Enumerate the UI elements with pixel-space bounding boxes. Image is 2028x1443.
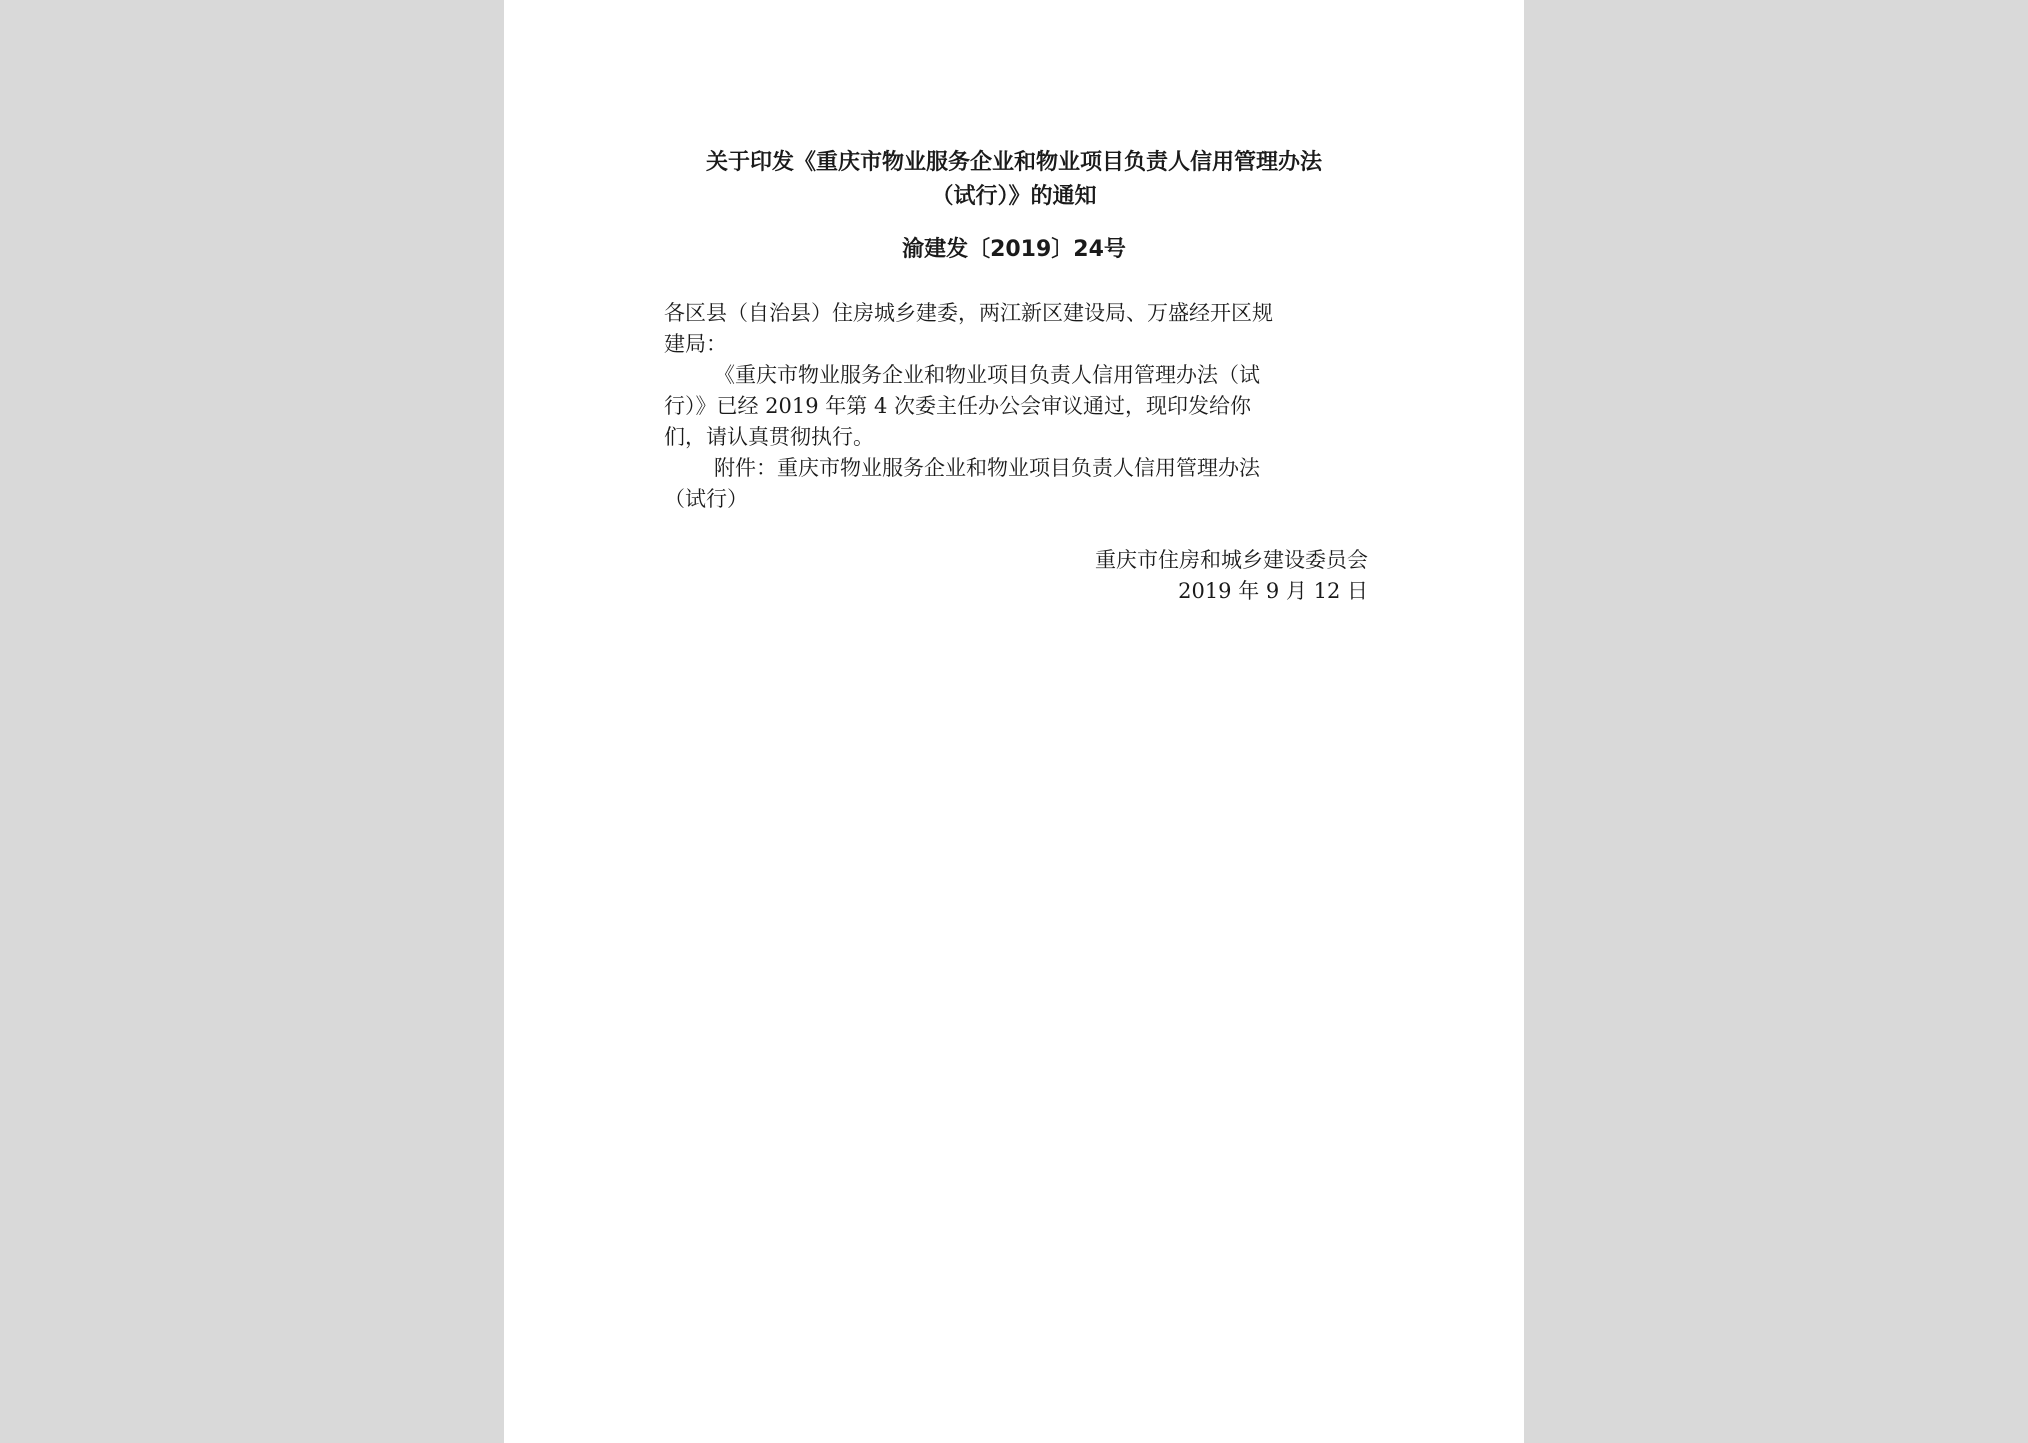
issue-date: 2019 年 9 月 12 日 [1178,579,1368,603]
attachment-line-1: 附件：重庆市物业服务企业和物业项目负责人信用管理办法 [714,456,1260,480]
signature-block [1095,545,1368,607]
addressee-line-2: 建局： [664,332,727,356]
addressee-line-1: 各区县（自治县）住房城乡建委，两江新区建设局、万盛经开区规 [664,301,1273,325]
title-line-1: 关于印发《重庆市物业服务企业和物业项目负责人信用管理办法 [705,150,1322,175]
attachment-line-2: （试行） [664,487,748,511]
title-line-2: （试行）》的通知 [931,184,1097,209]
document-title [634,146,1394,214]
body-line-3: 们，请认真贯彻执行。 [664,425,874,449]
body-line-2: 行）》已经 2019 年第 4 次委主任办公会审议通过，现印发给你 [664,394,1252,418]
document-body [664,298,1368,515]
body-line-1: 《重庆市物业服务企业和物业项目负责人信用管理办法（试 [714,363,1260,387]
document-number: 渝建发〔2019〕24号 [902,237,1126,262]
issuer-name: 重庆市住房和城乡建设委员会 [1095,548,1368,572]
document-page [504,0,1524,1443]
